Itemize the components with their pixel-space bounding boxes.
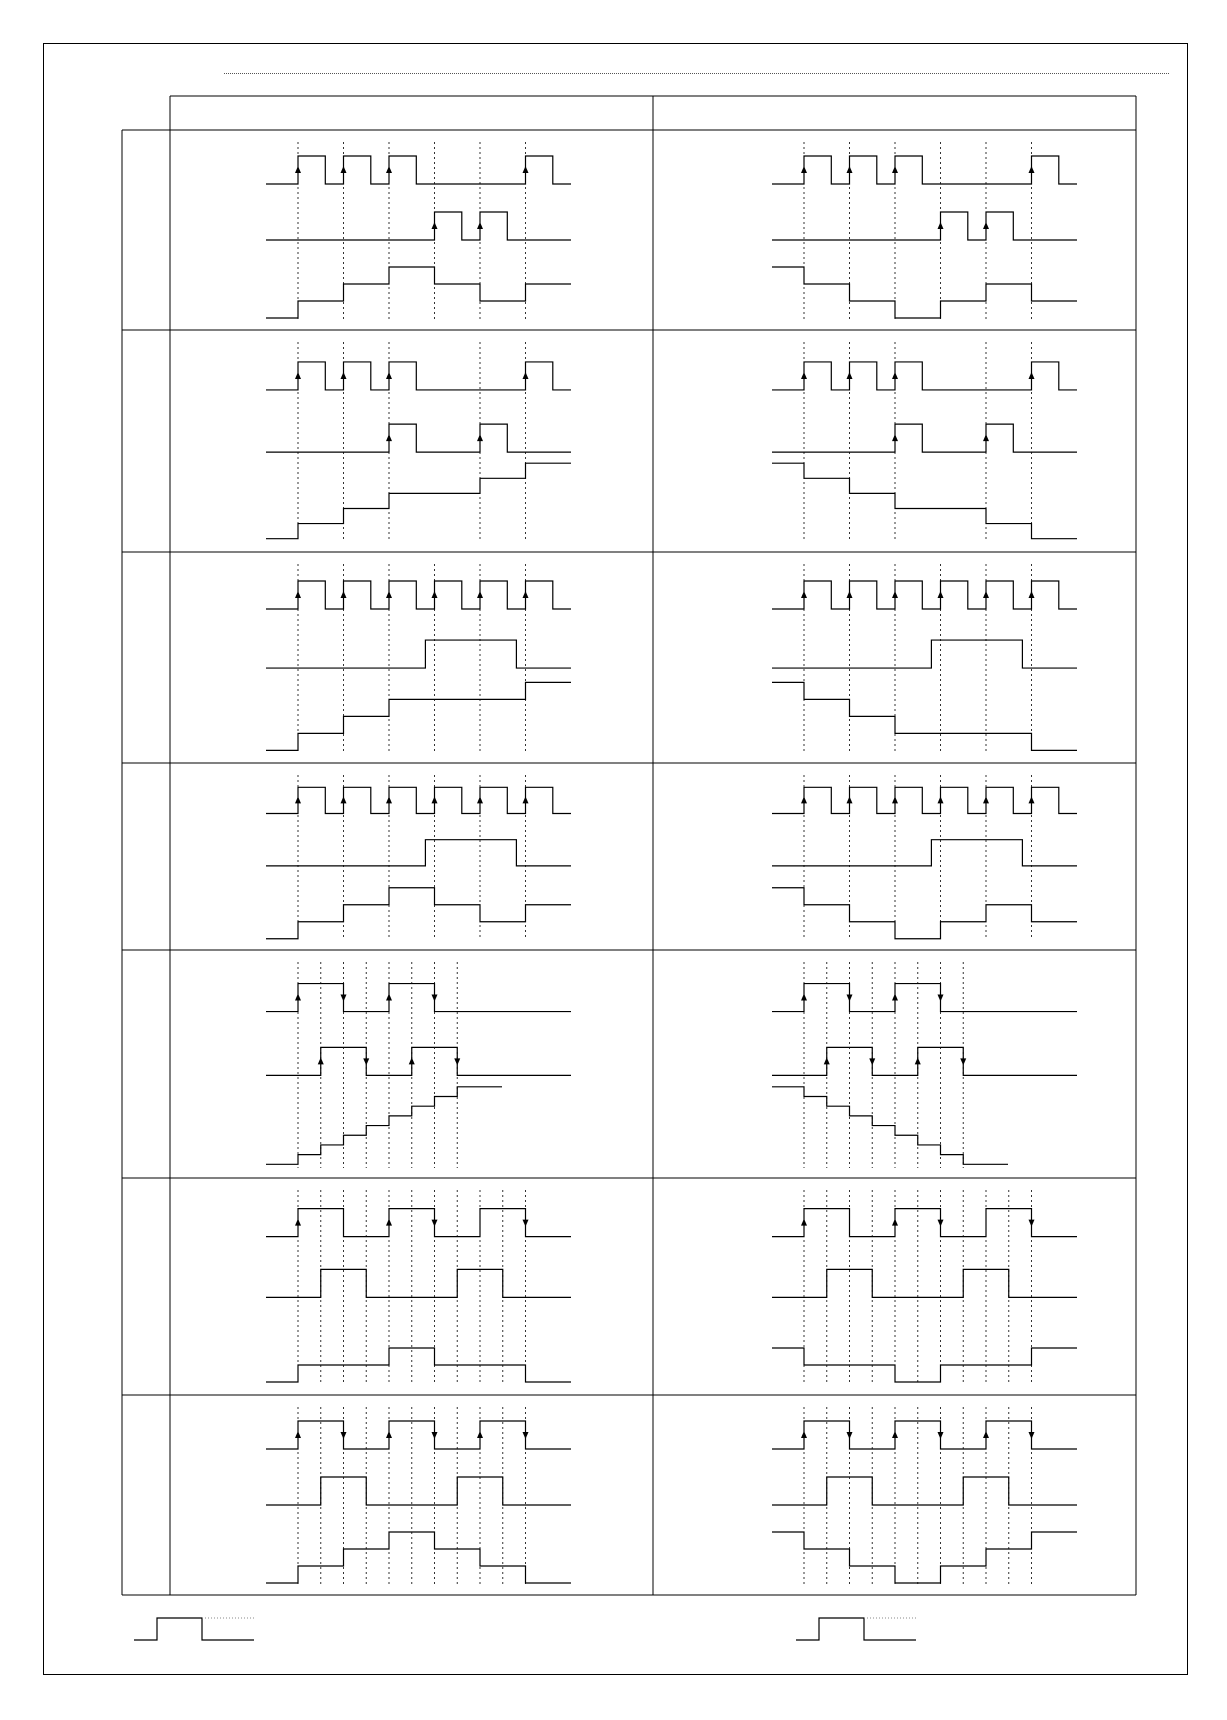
down-count-diagram bbox=[772, 564, 1077, 753]
down-count-diagram bbox=[772, 1407, 1077, 1585]
rising-edge-arrow bbox=[432, 591, 438, 598]
legend-pulse-right bbox=[796, 1618, 916, 1640]
rising-edge-arrow bbox=[386, 1431, 392, 1438]
rising-edge-arrow bbox=[386, 994, 392, 1001]
rising-edge-arrow bbox=[386, 434, 392, 441]
legend-pulse-left bbox=[134, 1618, 254, 1640]
rising-edge-arrow bbox=[295, 166, 301, 173]
rising-edge-arrow bbox=[892, 1219, 898, 1226]
rising-edge-arrow bbox=[938, 796, 944, 803]
falling-edge-arrow bbox=[432, 1220, 438, 1227]
rising-edge-arrow bbox=[983, 434, 989, 441]
up-count-diagram bbox=[266, 1407, 571, 1585]
falling-edge-arrow bbox=[341, 1432, 347, 1439]
falling-edge-arrow bbox=[938, 1432, 944, 1439]
down-count-diagram bbox=[772, 342, 1077, 542]
rising-edge-arrow bbox=[295, 994, 301, 1001]
pulse-input-b bbox=[266, 1047, 571, 1075]
rising-edge-arrow bbox=[523, 591, 529, 598]
pulse-legend bbox=[134, 1618, 916, 1640]
falling-edge-arrow bbox=[1029, 1220, 1035, 1227]
legend-pulse-shape bbox=[796, 1618, 916, 1640]
rising-edge-arrow bbox=[432, 222, 438, 229]
legend-pulse-shape bbox=[134, 1618, 254, 1640]
count-level-staircase bbox=[772, 1087, 1008, 1165]
rising-edge-arrow bbox=[847, 591, 853, 598]
up-count-diagram bbox=[266, 775, 571, 940]
pulse-input-b bbox=[772, 1477, 1077, 1505]
pulse-input-b bbox=[266, 212, 571, 240]
pulse-input-b bbox=[266, 1477, 571, 1505]
count-level-staircase bbox=[772, 682, 1077, 750]
rising-edge-arrow bbox=[847, 372, 853, 379]
rising-edge-arrow bbox=[477, 434, 483, 441]
pulse-input-b bbox=[772, 1269, 1077, 1297]
up-count-diagram bbox=[266, 1190, 571, 1385]
falling-edge-arrow bbox=[938, 1220, 944, 1227]
rising-edge-arrow bbox=[318, 1057, 324, 1064]
falling-edge-arrow bbox=[523, 1432, 529, 1439]
rising-edge-arrow bbox=[983, 1431, 989, 1438]
count-level-staircase bbox=[266, 1348, 571, 1382]
rising-edge-arrow bbox=[386, 166, 392, 173]
rising-edge-arrow bbox=[295, 1431, 301, 1438]
pulse-input-a bbox=[772, 984, 1077, 1012]
pulse-input-b bbox=[772, 1047, 1077, 1075]
rising-edge-arrow bbox=[892, 372, 898, 379]
count-level-staircase bbox=[266, 1087, 502, 1165]
rising-edge-arrow bbox=[386, 591, 392, 598]
pulse-input-b bbox=[772, 212, 1077, 240]
rising-edge-arrow bbox=[432, 796, 438, 803]
falling-edge-arrow bbox=[363, 1058, 369, 1065]
rising-edge-arrow bbox=[938, 591, 944, 598]
timing-diagrams bbox=[266, 142, 1077, 1585]
falling-edge-arrow bbox=[1029, 1432, 1035, 1439]
rising-edge-arrow bbox=[1029, 166, 1035, 173]
up-count-diagram bbox=[266, 342, 571, 542]
rising-edge-arrow bbox=[892, 796, 898, 803]
rising-edge-arrow bbox=[341, 591, 347, 598]
rising-edge-arrow bbox=[801, 994, 807, 1001]
falling-edge-arrow bbox=[847, 1432, 853, 1439]
falling-edge-arrow bbox=[432, 1432, 438, 1439]
rising-edge-arrow bbox=[341, 372, 347, 379]
rising-edge-arrow bbox=[801, 166, 807, 173]
rising-edge-arrow bbox=[523, 166, 529, 173]
falling-edge-arrow bbox=[938, 995, 944, 1002]
falling-edge-arrow bbox=[432, 995, 438, 1002]
rising-edge-arrow bbox=[801, 1219, 807, 1226]
falling-edge-arrow bbox=[960, 1058, 966, 1065]
rising-edge-arrow bbox=[523, 796, 529, 803]
rising-edge-arrow bbox=[824, 1057, 830, 1064]
rising-edge-arrow bbox=[386, 372, 392, 379]
rising-edge-arrow bbox=[847, 796, 853, 803]
rising-edge-arrow bbox=[801, 796, 807, 803]
rising-edge-arrow bbox=[386, 1219, 392, 1226]
rising-edge-arrow bbox=[983, 591, 989, 598]
rising-edge-arrow bbox=[801, 1431, 807, 1438]
rising-edge-arrow bbox=[295, 591, 301, 598]
table-grid bbox=[122, 96, 1136, 1595]
rising-edge-arrow bbox=[801, 372, 807, 379]
rising-edge-arrow bbox=[477, 222, 483, 229]
rising-edge-arrow bbox=[938, 222, 944, 229]
rising-edge-arrow bbox=[295, 1219, 301, 1226]
rising-edge-arrow bbox=[295, 796, 301, 803]
up-count-diagram bbox=[266, 962, 571, 1168]
rising-edge-arrow bbox=[386, 796, 392, 803]
rising-edge-arrow bbox=[801, 591, 807, 598]
rising-edge-arrow bbox=[477, 591, 483, 598]
rising-edge-arrow bbox=[477, 1431, 483, 1438]
rising-edge-arrow bbox=[1029, 591, 1035, 598]
up-count-diagram bbox=[266, 142, 571, 320]
count-level-staircase bbox=[772, 463, 1077, 538]
rising-edge-arrow bbox=[1029, 796, 1035, 803]
down-count-diagram bbox=[772, 142, 1077, 320]
rising-edge-arrow bbox=[892, 994, 898, 1001]
falling-edge-arrow bbox=[847, 995, 853, 1002]
rising-edge-arrow bbox=[409, 1057, 415, 1064]
count-level-staircase bbox=[772, 267, 1077, 318]
rising-edge-arrow bbox=[915, 1057, 921, 1064]
falling-edge-arrow bbox=[523, 1220, 529, 1227]
rising-edge-arrow bbox=[341, 166, 347, 173]
count-level-staircase bbox=[266, 267, 571, 318]
down-count-diagram bbox=[772, 1190, 1077, 1385]
rising-edge-arrow bbox=[892, 166, 898, 173]
rising-edge-arrow bbox=[892, 591, 898, 598]
rising-edge-arrow bbox=[847, 166, 853, 173]
pulse-input-a bbox=[266, 984, 571, 1012]
falling-edge-arrow bbox=[869, 1058, 875, 1065]
down-count-diagram bbox=[772, 962, 1077, 1168]
rising-edge-arrow bbox=[983, 222, 989, 229]
down-count-diagram bbox=[772, 775, 1077, 940]
rising-edge-arrow bbox=[983, 796, 989, 803]
rising-edge-arrow bbox=[341, 796, 347, 803]
rising-edge-arrow bbox=[295, 372, 301, 379]
rising-edge-arrow bbox=[523, 372, 529, 379]
up-count-diagram bbox=[266, 564, 571, 753]
rising-edge-arrow bbox=[1029, 372, 1035, 379]
rising-edge-arrow bbox=[892, 1431, 898, 1438]
rising-edge-arrow bbox=[892, 434, 898, 441]
pulse-input-b bbox=[266, 1269, 571, 1297]
falling-edge-arrow bbox=[341, 995, 347, 1002]
rising-edge-arrow bbox=[477, 796, 483, 803]
falling-edge-arrow bbox=[454, 1058, 460, 1065]
